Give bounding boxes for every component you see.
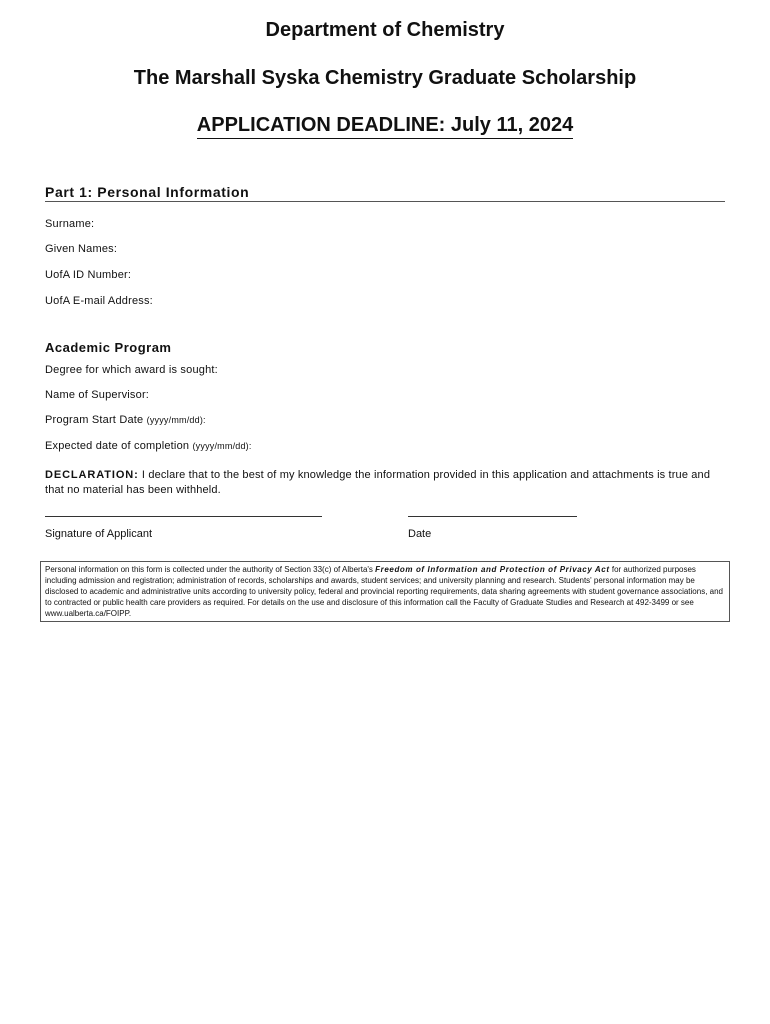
scholarship-title: The Marshall Syska Chemistry Graduate Scholarship [133, 67, 637, 89]
signature-line[interactable] [45, 516, 322, 517]
deadline-heading [0, 114, 770, 137]
completion-format: (yyyy/mm/dd): [192, 441, 252, 451]
deadline-text: APPLICATION DEADLINE: July 11, 2024 [197, 114, 573, 139]
completion-date-label [45, 440, 252, 452]
surname-label: Surname: [45, 218, 95, 230]
program-start-format: (yyyy/mm/dd): [146, 415, 206, 425]
date-label: Date [408, 528, 432, 540]
privacy-notice-box [40, 561, 730, 622]
ualberta-id-label: UofA ID Number: [45, 269, 132, 281]
date-line[interactable] [408, 516, 577, 517]
academic-program-title: Academic Program [45, 340, 172, 355]
privacy-text-before: Personal information on this form is collected under the authority of Section 33(c) of Alberta's [45, 565, 376, 574]
supervisor-label: Name of Supervisor: [45, 389, 150, 401]
program-start-text: Program Start Date [45, 414, 144, 426]
degree-label: Degree for which award is sought: [45, 364, 218, 376]
department-heading: Department of Chemistry [265, 19, 505, 41]
completion-text: Expected date of completion [45, 440, 190, 452]
ualberta-email-label: UofA E-mail Address: [45, 295, 153, 307]
given-names-label: Given Names: [45, 243, 118, 255]
declaration-text: I declare that to the best of my knowledge the information provided in this application and attachments is true and that no material has been withheld. [45, 469, 711, 496]
privacy-act-name: Freedom of Information and Protection of Privacy Act [375, 565, 610, 574]
program-start-date-label [45, 414, 206, 426]
signature-label: Signature of Applicant [45, 528, 153, 540]
declaration-label: DECLARATION: [45, 469, 139, 481]
declaration-statement [45, 468, 725, 498]
privacy-text-after: for authorized purposes including admission and registration; administration of records, scholarships and awards, student services; and university planning and research. Students' personal information may be disclosed to academic and administrative units according to university policy, federal and provincial reporting requirements, data sharing agreements with student governance associations, and to contracted or public health care providers as required. For details on the use and disclosure of this information call the Faculty of Graduate Studies and Research at 492-3499 or see www.ualberta.ca/FOIPP. [45, 565, 723, 618]
part1-section-title: Part 1: Personal Information [45, 184, 725, 202]
